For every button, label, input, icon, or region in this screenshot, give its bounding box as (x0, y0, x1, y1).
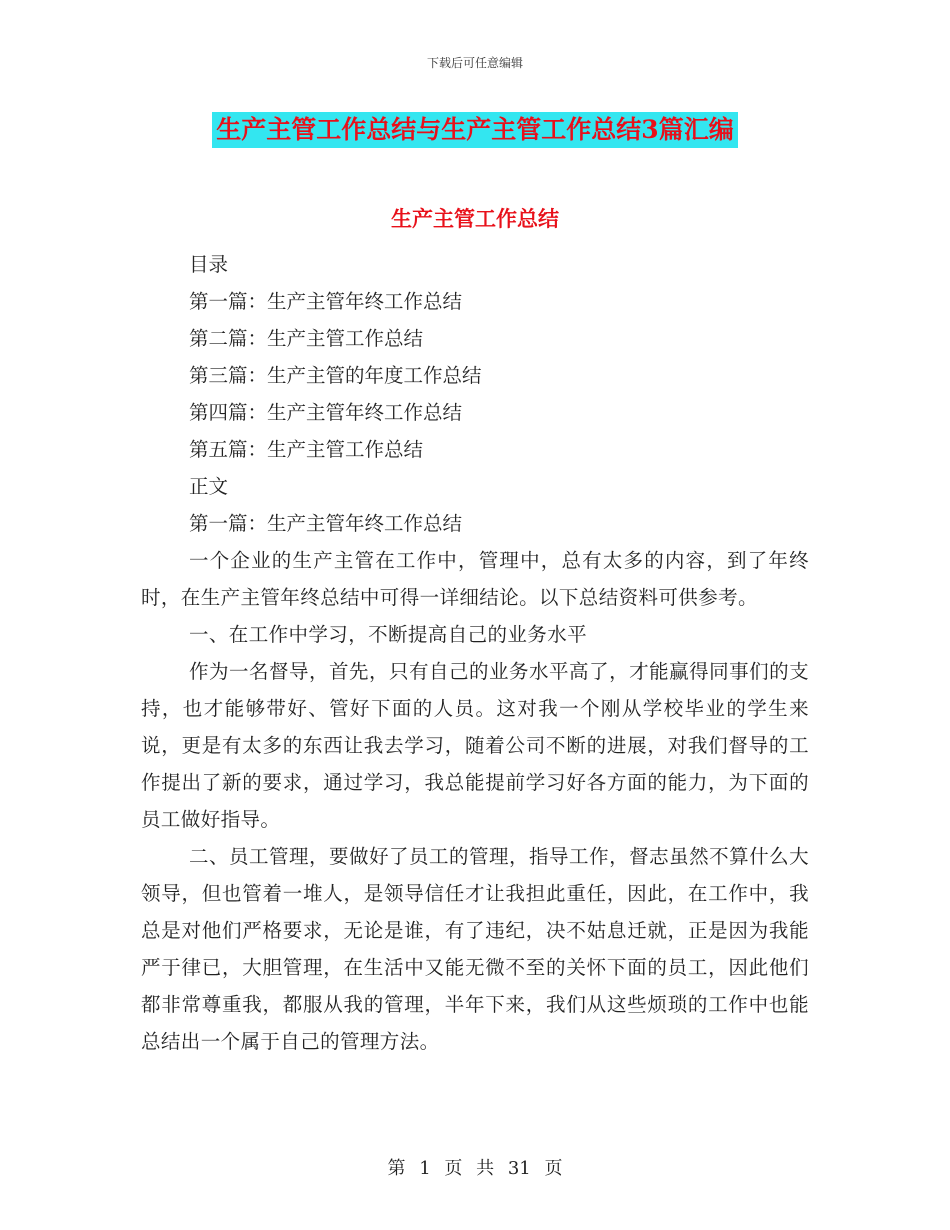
toc-item: 第三篇：生产主管的年度工作总结 (189, 364, 482, 387)
document-content (141, 246, 809, 1060)
body-heading: 正文 (189, 475, 229, 498)
page-footer: 第 1 页 共 31 页 (387, 1158, 563, 1179)
body-paragraph: 一、在工作中学习，不断提高自己的业务水平 (189, 623, 588, 646)
document-title (0, 112, 950, 148)
body-paragraph: 一个企业的生产主管在工作中，管理中，总有太多的内容，到了年终时，在生产主管年终总结中可得一详细结论。以下总结资料可供参考。 (141, 549, 809, 609)
toc-item: 第四篇：生产主管年终工作总结 (189, 401, 463, 424)
header-note: 下载后可任意编辑 (426, 56, 523, 70)
toc-item: 第一篇：生产主管年终工作总结 (189, 290, 463, 313)
body-subheading: 第一篇：生产主管年终工作总结 (189, 512, 463, 535)
body-paragraph: 二、员工管理，要做好了员工的管理，指导工作，督志虽然不算什么大领导，但也管着一堆人，是领导信任才让我担此重任，因此，在工作中，我总是对他们严格要求，无论是谁，有了违纪，决不姑息迁就，正是因为我能严于律已，大胆管理，在生活中又能无微不至的关怀下面的员工，因此他们都非常尊重我，都服从我的管理，半年下来，我们从这些烦琐的工作中也能总结出一个属于自己的管理方法。 (141, 845, 809, 1053)
toc-heading: 目录 (189, 253, 229, 276)
document-title-text: 生产主管工作总结与生产主管工作总结3篇汇编 (212, 112, 737, 148)
section-title: 生产主管工作总结 (391, 206, 559, 231)
toc-item: 第二篇：生产主管工作总结 (189, 327, 424, 350)
body-paragraph: 作为一名督导，首先，只有自己的业务水平高了，才能赢得同事们的支持，也才能够带好、管好下面的人员。这对我一个刚从学校毕业的学生来说，更是有太多的东西让我去学习，随着公司不断的进展，对我们督导的工作提出了新的要求，通过学习，我总能提前学习好各方面的能力，为下面的员工做好指导。 (141, 660, 809, 831)
toc-item: 第五篇：生产主管工作总结 (189, 438, 424, 461)
